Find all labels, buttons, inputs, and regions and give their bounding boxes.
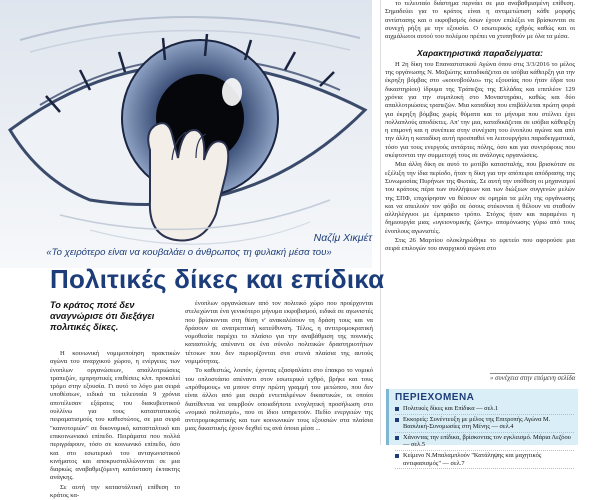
paragraph: Μια άλλη δίκη σε αυτό το μοτίβο κατασταλής, που βρισκόταν σε εξέλιξη την ίδια περίοδο, ήταν η δίκη για την απόπειρα απόδρασης της Συνωμοσίας Πυρήνων της Φωτιάς. Σε αυτή την υπόθεση οι μηχανισμοί του κράτους πέρα των συλλήψεων και των διώξεων συγγενών μελών της ΣΠΦ, επιχείρησαν να θέσουν σε ομηρία τα μέλη της οργάνωσης και να απειλούν τον φόβο σε όσους στέκονται ή θέλουν να σταθούν αλληλέγγυοι με έμπρακτο τρόπο. Στόχος ήταν και παραμένει η δημιουργία μιας «υγειονομικής ζώνης» απομόνωσης γύρω από τους ένοπλους αγωνιστές. [385,161,575,235]
eye-illustration [0,0,372,268]
bullet-icon [395,418,399,422]
contents-item[interactable] [395,405,574,415]
contents-item[interactable] [395,434,574,451]
article-lede: Το κράτος ποτέ δεν αναγνώρισε ότι διεξάγει πολιτικές δίκες. [50,300,155,332]
bullet-icon [395,436,399,440]
contents-title: ΠΕΡΙΕΧΟΜΕΝΑ [395,392,475,403]
paragraph: Σε αυτή την καταστάλτική επίθεση το κράτος κα- [50,483,180,500]
continued-note: » συνέχεια στην επόμενη σελίδα [490,375,576,382]
article-headline: Πολιτικές δίκες και επίδικα [50,264,385,294]
paragraph: το τελευταίο διάστημα περνάει σε μια αναβαθμισμένη επίθεση. Σημαδεύει για το κράτος είναι η αντιμετώπιση κάθε μορφής αντίστασης και ο εκφοβισμός όσων έχουν επιλέξει να βρίσκονται σε συνεχή ρήξη με την εξουσία. Ο εσωτερικός εχθρός καθώς και οι αιχμάλωτοι αυτού του πολέμου πρέπει να χτυπηθούν με όλα τα μέσα. [385,0,575,41]
bullet-icon [395,407,399,411]
poet-name: Ναζίμ Χικμέτ [313,232,372,244]
bullet-icon [395,454,399,458]
column-divider [380,0,381,445]
paragraph: Η 2η δίκη του Επαναστατικού Αγώνα όπου στις 3/3/2016 το μέλος της οργάνωσης Ν. Μαζιώτης καταδικάζεται σε ισόβια κάθειρξη για την έκρηξη βόμβας στο «κοινοβούλιο» της εξουσίας που ήταν έδρα του δικαστηρίου) ίδρυμα της Τράπεζας της Ελλάδας και επιπλέον 129 χρόνια για την συμπλοκή στο Μοναστηράκι, καθώς και δύο απαλλοτριώσεις τραπεζών. Μια καταδίκη που επιβάλλεται πρώτη φορά για έκρηξη βόμβας χωρίς θύματα και το μήνυμα που στέλνει έχει πολλαπλούς αποδέκτες. Απ' την μια, καταδικάζεται σε ισόβια κάθειρξη η επιμονή και η συνέπεια στην συνέχιση του ένοπλου αγώνα και από την άλλη η καταδίκη αυτή προσπαθεί να λειτουργήσει παραδειγματικά, τόσο για τους ενεργούς αντάρτες πόλης, όσο και για συντρόφους που σκέφτονται την συμμετοχή τους σε ανάλογες οργανώσεις. [385,60,575,160]
contents-item[interactable] [395,416,574,433]
paragraph: Το καθεστώς, λοιπόν, έχοντας εξασφαλίσει στο έπακρο το νομικό του οπλοστάσιο απέναντι στον εσωτερικό εχθρό, βρήκε και τους «πρόθυμους» να μπουν στην πρώτη γραμμή του μετώπου, που δεν είναι άλλοι από μια σειρά εντεταλμένων δικαστικών, οι οποίοι διατίθενται να υπερβούν οποιαδήποτε ενοχλητική προσήλωση στο «νομικό πολιτισμό», που οι ίδιοι υπηρετούν. Πεδίο ενεργειών της αντιτρομοκρατικής και των κοινωνικών τους εξουσιών στα πλαίσια μιας δικαστικής έχουν δεχθεί τις ανά όποια μέσα ... [185,367,373,433]
contents-box [386,389,578,467]
eye-with-hand-illustration-icon [0,0,372,268]
paragraph: Στις 26 Μαρτίου ολοκληρώθηκε το εφετείο που αφορούσε μια σειρά επιλογών του αναρχικού αγώνα στο [385,237,575,253]
contents-list [389,405,578,469]
paragraph: Η κοινωνική νομιμοποίηση πρακτικών αγώνα του αναρχικού χώρου, η ενέργειες των ένοπλων οργανώσεων, απαλλοτριώσεις τραπεζών, εμπρηστικές επιθέσεις κλπ. προκαλεί τρόμο στην εξουσία. Γι αυτό το λόγο μια σειρά υποθέσεων, ειδικά τα τελευταία 9 χρόνια αποτέλεσαν εξάρσεις του διακυβευτικού ουλλίνω για τους καταστατικούς πειραματισμούς του καθεστώτος, σε μια σειρά "καινοτομιών" σε δικονομικό, κατασταλτικό και επικοινωνιακό επίπεδο. Πειράματα που πολλά περιγράφουν, τόσο σε κοινωνικό επίπεδο, όσο και στο εσωτερικό του ανταγωνιστικού κινήματος και αποκρυσταλλώνονται σε μια διαρκώς αναβαθμιζόμενη κατάσταση έκτακτης ανάγκης. [50,350,180,482]
contents-item-label: Χάνοντας την επίδικα, βρίσκοντας τον εγκλεισμό. Μάρια Λεζόου — σελ.5 [403,433,571,449]
contents-item-label: Εκκορείς: Συνέντευξη με μέλος της Επιτροπής Αγώνα Μ. Βασιλική-Συνομωσίες στη Μένης — σελ.4 [403,415,551,431]
illustration-caption: «Το χειρότερο είναι να κουβαλάει ο άνθρωπος τη φυλακή μέσα του» [46,247,332,258]
examples-subheading: Χαρακτηριστικά παραδείγματα: [417,48,543,59]
contents-item-label: Πολιτικές δίκες και Επίδικα — σελ.1 [403,405,499,412]
article-column-a [50,350,180,500]
article-column-b [185,300,373,445]
contents-item-label: Κείμενο Ν.Μπαλαμπλούν "Κατάληψης και μαχητικός αντιφασισμός" — σελ.7 [403,451,542,467]
article-column-c [385,0,575,380]
contents-item[interactable] [395,452,574,469]
paragraph: ένοπλων οργανώσεων από τον πολιτικό χώρο που προέρχονται στελεχώνται ένα γενικότερο μήνυμα εκφοβισμού, ειδικά σε αγωνιστές που βρίσκονται στη θέση ν' ανακαλέσουν τη δράση τους και να δράσουν σε ανατρεπτική κατεύθυνση. Τέλος, η αντιτρομοκρατική νομοθεσία παρέχει το πλαίσιο για την αναβάθμιση της ποινικής καταστολής απέναντι σε ένα σύνολο πολιτικών δραστηριοτήτων τέτοιων που δεν περιορίζονται στα στενά πλαίσια της αυτούς νομιμότητας. [185,300,373,366]
